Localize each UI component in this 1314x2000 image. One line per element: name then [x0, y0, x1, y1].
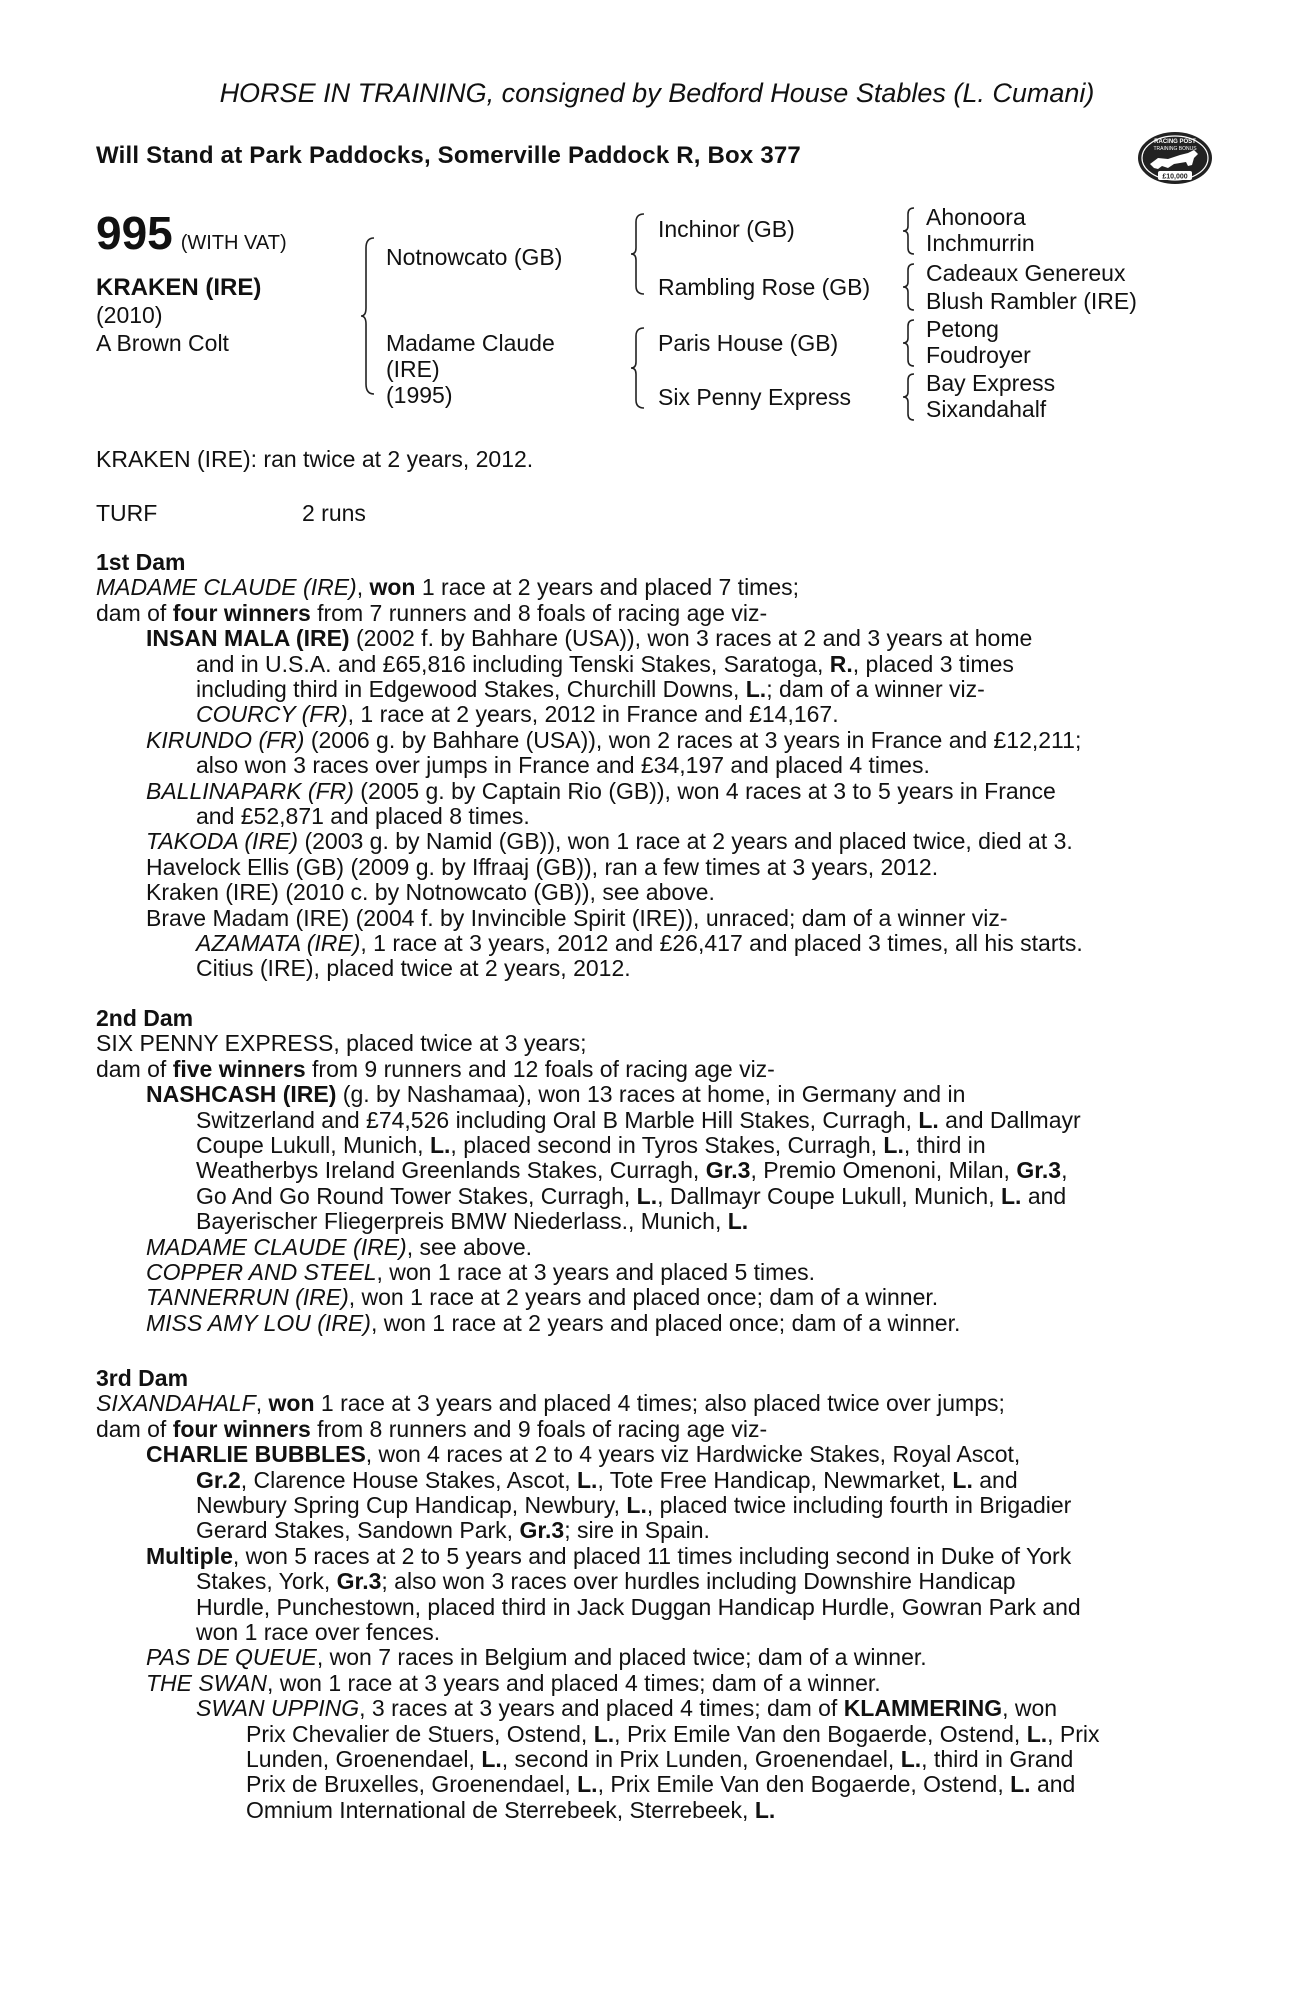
section-line	[96, 575, 799, 600]
section-line	[196, 1468, 1018, 1493]
line-text: L.	[1000, 1182, 1022, 1209]
section-line	[146, 1311, 960, 1336]
line-text: ,	[1061, 1157, 1068, 1184]
section-line	[196, 1493, 1071, 1518]
line-text: Omnium International de Sterrebeek, Sterrebeek,	[246, 1796, 755, 1823]
section-line	[96, 1057, 775, 1082]
line-text: , Prix	[1047, 1720, 1100, 1747]
line-text: ,	[255, 1390, 269, 1417]
line-text: ; dam of a winner viz-	[766, 676, 985, 702]
line-text: Lunden, Groenendael,	[246, 1746, 482, 1772]
pedigree-g3-b: Foudroyer	[926, 342, 1031, 368]
pedigree-dam-sire: Paris House (GB)	[658, 330, 839, 356]
line-text: MISS AMY LOU (IRE)	[146, 1309, 371, 1336]
line-text: (2006 g. by Bahhare (USA)), won 2 races at 3 years in France and £12,211;	[304, 726, 1082, 753]
line-text: SIXANDAHALF	[96, 1390, 256, 1417]
line-text: CHARLIE BUBBLES	[146, 1441, 366, 1468]
pedigree-bracket-g3	[902, 318, 916, 368]
line-text: SWAN UPPING	[196, 1695, 360, 1722]
pedigree-bracket-g4	[902, 372, 916, 422]
line-text: , Premio Omenoni, Milan,	[750, 1157, 1017, 1184]
section-line	[146, 1285, 938, 1310]
turf-runs: 2 runs	[302, 500, 366, 526]
section-line	[146, 1645, 927, 1670]
section-line	[196, 931, 1083, 956]
pedigree-bracket-g1	[902, 206, 916, 256]
section-line	[246, 1722, 1100, 1747]
line-text: , Prix Emile Van den Bogaerde, Ostend,	[597, 1771, 1011, 1798]
line-text: L.	[577, 1771, 598, 1798]
section-line	[196, 1133, 986, 1158]
section-heading: 3rd Dam	[96, 1365, 189, 1391]
line-text: Switzerland and £74,526 including Oral B Marble Hill Stakes, Curragh,	[196, 1106, 919, 1133]
pedigree-g2-b: Blush Rambler (IRE)	[926, 288, 1137, 314]
pedigree-g1-a: Ahonoora	[926, 204, 1026, 230]
line-text: L.	[626, 1492, 647, 1518]
line-text: Citius (IRE), placed twice at 2 years, 2012.	[196, 955, 631, 982]
line-text: KLAMMERING	[843, 1695, 1003, 1722]
horse-name: KRAKEN (IRE)	[96, 274, 262, 301]
line-text: , see above.	[406, 1233, 533, 1260]
pedigree-sire-dam: Rambling Rose (GB)	[658, 274, 871, 300]
line-text: , won	[1002, 1695, 1058, 1722]
section-line	[146, 1260, 815, 1285]
line-text: COURCY (FR)	[196, 701, 348, 728]
section-line	[146, 880, 715, 905]
line-text: (g. by Nashamaa), won 13 races at home, in Germany and in	[336, 1081, 966, 1108]
section-line	[196, 1158, 1067, 1183]
line-text: Coupe Lukull, Munich,	[196, 1132, 430, 1158]
section-line	[196, 1108, 1081, 1133]
line-text: L.	[727, 1208, 749, 1235]
section-heading: 1st Dam	[96, 549, 186, 575]
line-text: TAKODA (IRE)	[146, 828, 299, 855]
pedigree-bracket-sire	[630, 212, 646, 296]
pedigree-g2-a: Cadeaux Genereux	[926, 260, 1126, 286]
line-text: SIX PENNY EXPRESS, placed twice at 3 years;	[96, 1030, 587, 1057]
section-line	[96, 1391, 1005, 1416]
pedigree-g4-b: Sixandahalf	[926, 396, 1047, 422]
badge-line2: TRAINING BONUS	[1153, 146, 1197, 152]
section-line	[196, 652, 1014, 677]
line-text: (2005 g. by Captain Rio (GB)), won 4 races at 3 to 5 years in France	[353, 777, 1056, 804]
line-text: L.	[1010, 1771, 1031, 1798]
line-text: dam of	[96, 1415, 173, 1442]
line-text: Brave Madam (IRE) (2004 f. by Invincible Spirit (IRE)), unraced; dam of a winner viz-	[146, 904, 1008, 931]
line-text: Go And Go Round Tower Stakes, Curragh,	[196, 1182, 637, 1209]
race-summary: KRAKEN (IRE): ran twice at 2 years, 2012.	[96, 446, 534, 472]
line-text: Gr.3	[336, 1568, 382, 1595]
section-line	[146, 1544, 1071, 1569]
line-text: INSAN MALA (IRE)	[146, 625, 350, 652]
section-line	[196, 1518, 710, 1543]
line-text: won	[369, 574, 416, 601]
line-text: 1 race at 3 years and placed 4 times; also placed twice over jumps;	[314, 1390, 1005, 1417]
horse-description: A Brown Colt	[96, 330, 229, 356]
line-text: Havelock Ellis (GB) (2009 g. by Iffraaj (GB)), ran a few times at 3 years, 2012.	[146, 853, 939, 880]
line-text: L.	[918, 1106, 939, 1133]
line-text: Gr.2	[196, 1466, 241, 1493]
section-line	[196, 956, 631, 981]
section-line	[196, 677, 985, 702]
line-text: ; also won 3 races over hurdles including Downshire Handicap	[381, 1568, 1016, 1595]
line-text: from 7 runners and 8 foals of racing age viz-	[310, 599, 768, 626]
line-text: L.	[636, 1182, 658, 1209]
section-line	[146, 1671, 881, 1696]
line-text: (2003 g. by Namid (GB)), won 1 race at 2 years and placed twice, died at 3.	[298, 828, 1073, 855]
line-text: , placed second in Tyros Stakes, Curragh,	[450, 1132, 884, 1158]
section-line	[196, 1209, 748, 1234]
line-text: AZAMATA (IRE)	[196, 930, 361, 956]
line-text: won	[268, 1390, 315, 1417]
section-line	[146, 728, 1081, 753]
section-line	[96, 1031, 586, 1056]
line-text: and	[1030, 1771, 1076, 1798]
line-text: , Tote Free Handicap, Newmarket,	[597, 1466, 953, 1493]
line-text: Kraken (IRE) (2010 c. by Notnowcato (GB)), see above.	[146, 879, 715, 906]
line-text: , won 5 races at 2 to 5 years and placed 11 times including second in Duke of York	[232, 1542, 1072, 1569]
line-text: L.	[883, 1132, 904, 1158]
section-line	[196, 1595, 1081, 1620]
pedigree-bracket-dam	[630, 326, 646, 410]
line-text: ,	[356, 574, 370, 601]
section-line	[246, 1798, 775, 1823]
section-line	[196, 1696, 1057, 1721]
line-text: TANNERRUN (IRE)	[146, 1284, 349, 1311]
line-text: including third in Edgewood Stakes, Churchill Downs,	[196, 676, 746, 702]
line-text: , second in Prix Lunden, Groenendael,	[501, 1746, 901, 1772]
turf-label: TURF	[96, 500, 158, 526]
pedigree-dam-line1: Madame Claude	[386, 330, 555, 356]
line-text: ; sire in Spain.	[564, 1517, 710, 1544]
line-text: , 3 races at 3 years and placed 4 times; dam of	[359, 1695, 844, 1722]
line-text: L.	[576, 1466, 598, 1493]
line-text: NASHCASH (IRE)	[146, 1081, 337, 1108]
line-text: 1 race at 2 years and placed 7 times;	[415, 574, 800, 601]
section-heading: 2nd Dam	[96, 1005, 194, 1031]
line-text: Bayerischer Fliegerpreis BMW Niederlass., Munich,	[196, 1208, 728, 1235]
line-text: COPPER AND STEEL	[146, 1259, 377, 1285]
line-text: L.	[481, 1746, 502, 1772]
section-line	[146, 855, 938, 880]
lot-vat: (WITH VAT)	[180, 232, 287, 254]
section-line	[196, 702, 839, 727]
section-line	[96, 601, 767, 626]
line-text: , placed 3 times	[852, 650, 1014, 677]
pedigree-bracket-main	[360, 236, 376, 396]
line-text: , 1 race at 2 years, 2012 in France and £14,167.	[347, 701, 839, 728]
line-text: Gr.3	[1016, 1157, 1062, 1184]
section-line	[146, 1082, 965, 1107]
line-text: from 9 runners and 12 foals of racing age viz-	[305, 1055, 775, 1082]
line-text: Gerard Stakes, Sandown Park,	[196, 1517, 520, 1544]
pedigree-dam-line2: (IRE)	[386, 356, 440, 382]
training-bonus-badge-icon	[1136, 128, 1214, 186]
line-text: R.	[829, 650, 853, 677]
section-line	[196, 753, 930, 778]
line-text: , third in Grand	[921, 1746, 1074, 1772]
section-line	[246, 1747, 1073, 1772]
lot-number: 995	[96, 207, 173, 259]
line-text: THE SWAN	[146, 1669, 267, 1696]
line-text: L.	[754, 1796, 776, 1823]
section-line	[196, 804, 530, 829]
line-text: PAS DE QUEUE	[146, 1644, 317, 1671]
line-text: BALLINAPARK (FR)	[146, 777, 354, 804]
line-text: Stakes, York,	[196, 1568, 337, 1595]
line-text: and	[1021, 1182, 1067, 1209]
pedigree-dam-line3: (1995)	[386, 382, 453, 408]
section-line	[146, 829, 1073, 854]
line-text: , Clarence House Stakes, Ascot,	[240, 1466, 577, 1493]
line-text: , won 1 race at 2 years and placed once; dam of a winner.	[370, 1309, 961, 1336]
line-text: , won 1 race at 3 years and placed 5 times.	[376, 1259, 816, 1285]
line-text: Newbury Spring Cup Handicap, Newbury,	[196, 1492, 627, 1518]
line-text: Gr.3	[705, 1157, 751, 1184]
line-text: Multiple	[146, 1542, 233, 1569]
line-text: MADAME CLAUDE (IRE)	[146, 1233, 407, 1260]
line-text: also won 3 races over jumps in France and £34,197 and placed 4 times.	[196, 752, 930, 779]
section-line	[196, 1184, 1066, 1209]
line-text: and Dallmayr	[938, 1106, 1081, 1133]
line-text: MADAME CLAUDE (IRE)	[96, 574, 357, 601]
horse-year: (2010)	[96, 302, 163, 328]
line-text: five winners	[172, 1055, 306, 1082]
line-text: Prix de Bruxelles, Groenendael,	[246, 1771, 578, 1798]
pedigree-g1-b: Inchmurrin	[926, 230, 1035, 256]
pedigree-sire-sire: Inchinor (GB)	[658, 216, 795, 242]
section-line	[146, 906, 1008, 931]
line-text: L.	[593, 1720, 615, 1747]
line-text: Gr.3	[519, 1517, 565, 1544]
section-line	[96, 1417, 767, 1442]
badge-line1: RACING POST	[1154, 139, 1196, 145]
line-text: , won 1 race at 3 years and placed 4 times; dam of a winner.	[266, 1669, 881, 1696]
stand-location: Will Stand at Park Paddocks, Somerville Paddock R, Box 377	[96, 142, 801, 169]
line-text: , won 7 races in Belgium and placed twice; dam of a winner.	[316, 1644, 927, 1671]
section-line	[196, 1569, 1016, 1594]
section-line	[146, 779, 1056, 804]
line-text: Prix Chevalier de Stuers, Ostend,	[246, 1720, 594, 1747]
line-text: L.	[900, 1746, 922, 1772]
pedigree-sire: Notnowcato (GB)	[386, 244, 563, 270]
pedigree-bracket-g2	[902, 262, 916, 312]
lot-block	[96, 206, 287, 260]
line-text: L.	[745, 676, 767, 702]
line-text: from 8 runners and 9 foals of racing age viz-	[310, 1415, 768, 1442]
line-text: four winners	[172, 1415, 311, 1442]
line-text: , won 4 races at 2 to 4 years viz Hardwicke Stakes, Royal Ascot,	[365, 1441, 1021, 1468]
line-text: L.	[952, 1466, 973, 1493]
line-text: L.	[1026, 1720, 1048, 1747]
line-text: , 1 race at 3 years, 2012 and £26,417 and placed 3 times, all his starts.	[360, 930, 1083, 956]
line-text: KIRUNDO (FR)	[146, 726, 305, 753]
line-text: dam of	[96, 1055, 173, 1082]
line-text: , placed twice including fourth in Brigadier	[646, 1492, 1072, 1518]
section-line	[146, 1442, 1020, 1467]
line-text: , Prix Emile Van den Bogaerde, Ostend,	[614, 1720, 1027, 1747]
line-text: and in U.S.A. and £65,816 including Tenski Stakes, Saratoga,	[196, 650, 830, 677]
section-line	[146, 1235, 532, 1260]
line-text: , third in	[903, 1132, 986, 1158]
line-text: , Dallmayr Coupe Lukull, Munich,	[657, 1182, 1001, 1209]
pedigree-g3-a: Petong	[926, 316, 999, 342]
line-text: and £52,871 and placed 8 times.	[196, 803, 530, 829]
line-text: Hurdle, Punchestown, placed third in Jack Duggan Handicap Hurdle, Gowran Park and	[196, 1593, 1081, 1620]
line-text: , won 1 race at 2 years and placed once; dam of a winner.	[348, 1284, 939, 1311]
badge-amount: £10,000	[1162, 173, 1188, 181]
section-line	[246, 1772, 1075, 1797]
line-text: and	[972, 1466, 1018, 1493]
page-title: HORSE IN TRAINING, consigned by Bedford House Stables (L. Cumani)	[219, 78, 1095, 108]
line-text: Weatherbys Ireland Greenlands Stakes, Curragh,	[196, 1157, 706, 1184]
pedigree-g4-a: Bay Express	[926, 370, 1056, 396]
pedigree-dam-dam: Six Penny Express	[658, 384, 852, 410]
line-text: four winners	[172, 599, 311, 626]
line-text: L.	[429, 1132, 451, 1158]
line-text: won 1 race over fences.	[196, 1619, 441, 1645]
line-text: dam of	[96, 599, 173, 626]
line-text: (2002 f. by Bahhare (USA)), won 3 races at 2 and 3 years at home	[349, 625, 1033, 652]
section-line	[146, 626, 1032, 651]
section-line	[196, 1620, 440, 1645]
